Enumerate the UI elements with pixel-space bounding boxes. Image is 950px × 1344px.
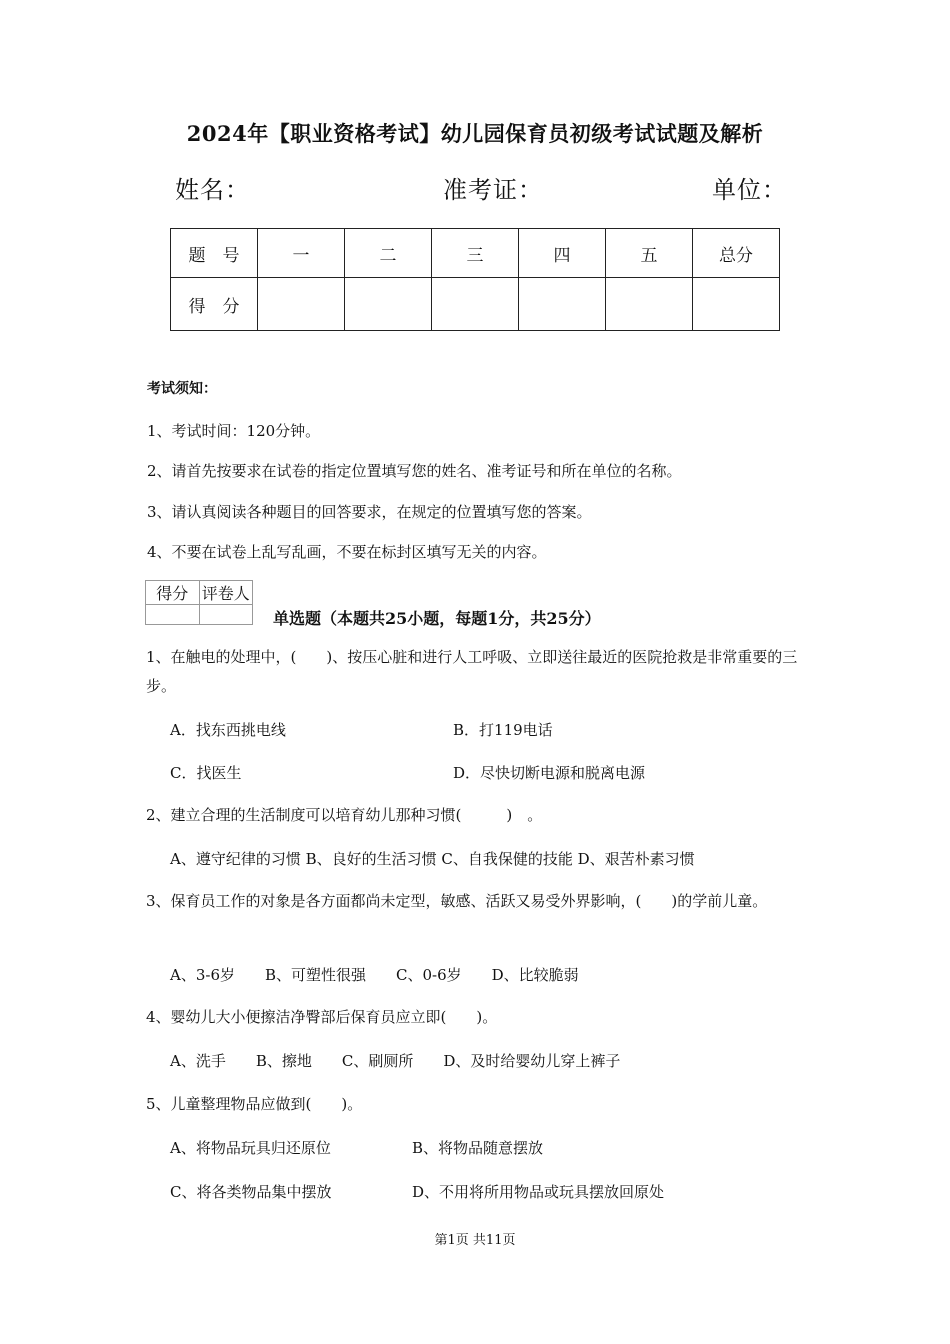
- score-cell[interactable]: [606, 278, 693, 331]
- grader-reviewer-label: 评卷人: [199, 581, 253, 605]
- question-option: C、将各类物品集中摆放: [170, 1183, 332, 1201]
- instruction-item: 3、请认真阅读各种题目的回答要求，在规定的位置填写您的答案。: [147, 503, 592, 521]
- score-cell[interactable]: [345, 278, 432, 331]
- score-header-cell: 总分: [693, 229, 780, 278]
- score-table: [170, 228, 780, 331]
- instruction-item: 4、不要在试卷上乱写乱画，不要在标封区填写无关的内容。: [147, 543, 547, 561]
- score-cell[interactable]: [258, 278, 345, 331]
- question-text: 3、保育员工作的对象是各方面都尚未定型，敏感、活跃又易受外界影响，( )的学前儿童。: [146, 892, 768, 910]
- score-header-cell: 题 号: [171, 229, 258, 278]
- score-row-label: 得 分: [171, 278, 258, 331]
- question-option: A．找东西挑电线: [170, 721, 286, 739]
- question-option: C．找医生: [170, 764, 242, 782]
- question-option: D、不用将所用物品或玩具摆放回原处: [412, 1183, 665, 1201]
- score-header-cell: 二: [345, 229, 432, 278]
- instruction-item: 2、请首先按要求在试卷的指定位置填写您的姓名、准考证号和所在单位的名称。: [147, 462, 682, 480]
- score-header-cell: 三: [432, 229, 519, 278]
- question-text: 1、在触电的处理中，( )、按压心脏和进行人工呼吸、立即送往最近的医院抢救是非常重要的三步。: [146, 648, 798, 695]
- question-option: A、遵守纪律的习惯 B、良好的生活习惯 C、自我保健的技能 D、艰苦朴素习惯: [170, 850, 695, 868]
- instructions-heading: 考试须知：: [147, 381, 217, 397]
- score-table-score-row: [171, 278, 780, 331]
- question-option: B．打119电话: [453, 721, 553, 739]
- instruction-item: 1、考试时间：120分钟。: [147, 422, 321, 440]
- score-cell[interactable]: [519, 278, 606, 331]
- grader-box: [145, 580, 253, 625]
- question-text: 5、儿童整理物品应做到( )。: [146, 1095, 363, 1113]
- question-option: A、将物品玩具归还原位: [170, 1139, 331, 1157]
- score-table-header-row: [171, 229, 780, 278]
- question-option: A、洗手 B、擦地 C、刷厕所 D、及时给婴幼儿穿上裤子: [170, 1052, 621, 1070]
- grader-score-label: 得分: [146, 581, 200, 605]
- score-header-cell: 一: [258, 229, 345, 278]
- name-field-label: 姓名：: [175, 176, 250, 204]
- section-title: 单选题（本题共25小题，每题1分，共25分）: [273, 609, 601, 628]
- question-text: 4、婴幼儿大小便擦洁净臀部后保育员应立即( )。: [146, 1008, 498, 1026]
- question-option: B、将物品随意摆放: [412, 1139, 544, 1157]
- question-option: D．尽快切断电源和脱离电源: [453, 764, 646, 782]
- score-header-cell: 四: [519, 229, 606, 278]
- score-cell[interactable]: [432, 278, 519, 331]
- question-text: 2、建立合理的生活制度可以培育幼儿那种习惯( ) 。: [146, 806, 543, 824]
- document-title: 2024年【职业资格考试】幼儿园保育员初级考试试题及解析: [186, 121, 764, 146]
- question-option: A、3-6岁 B、可塑性很强 C、0-6岁 D、比较脆弱: [170, 966, 579, 984]
- page-footer: 第1页 共11页: [434, 1233, 516, 1248]
- unit-field-label: 单位：: [712, 176, 787, 204]
- score-header-cell: 五: [606, 229, 693, 278]
- grader-reviewer-cell[interactable]: [199, 605, 253, 625]
- grader-score-cell[interactable]: [146, 605, 200, 625]
- score-cell[interactable]: [693, 278, 780, 331]
- exam-number-field-label: 准考证：: [443, 176, 543, 204]
